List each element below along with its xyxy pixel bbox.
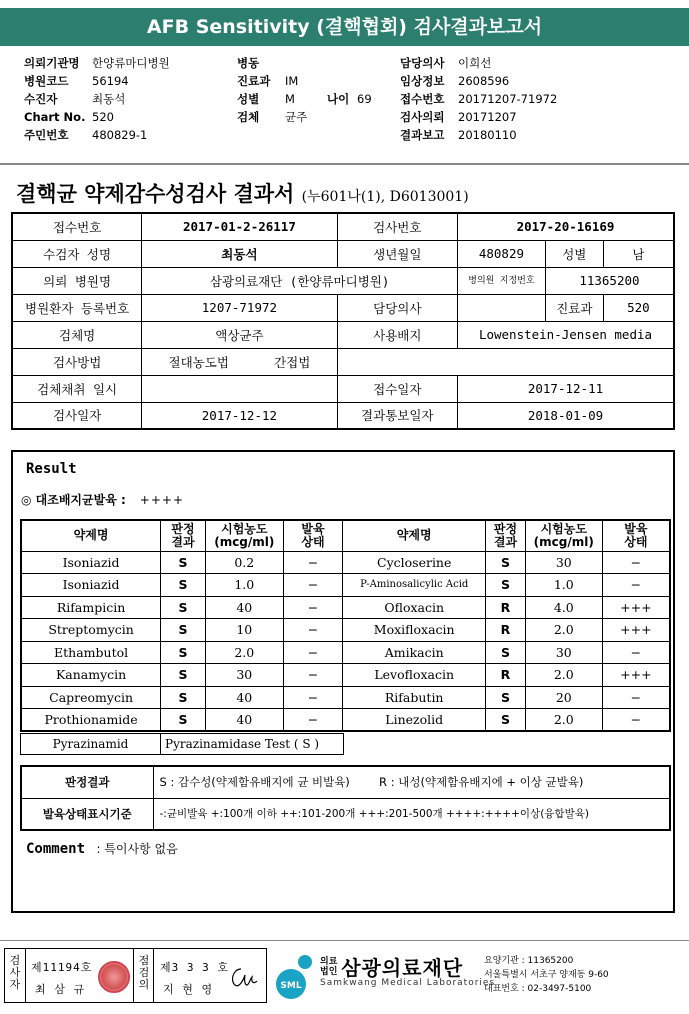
drug-name: Moxifloxacin bbox=[343, 619, 486, 642]
header-value: 20171207-71972 bbox=[458, 92, 558, 106]
growth-status: − bbox=[283, 551, 343, 574]
test-concentration: 20 bbox=[525, 686, 602, 709]
header-value: 최동석 bbox=[92, 92, 126, 106]
test-concentration: 4.0 bbox=[525, 596, 602, 619]
drug-name: Ethambutol bbox=[21, 641, 161, 664]
header-label: 진료과 bbox=[237, 74, 271, 88]
header-label: 담당의사 bbox=[400, 56, 445, 70]
drug-name: Capreomycin bbox=[21, 686, 161, 709]
drug-name: Prothionamide bbox=[21, 709, 161, 732]
info-label: 접수번호 bbox=[12, 213, 142, 240]
info-label: 검사번호 bbox=[337, 213, 457, 240]
info-label: 수검자 성명 bbox=[12, 240, 142, 267]
info-label: 결과통보일자 bbox=[337, 402, 457, 429]
info-label: 병원환자 등록번호 bbox=[12, 294, 142, 321]
drug-header-row bbox=[21, 520, 670, 551]
drug-name: P-Aminosalicylic Acid bbox=[343, 574, 486, 597]
header-value: M bbox=[285, 92, 295, 106]
drug-name: Isoniazid bbox=[21, 574, 161, 597]
doctor-value bbox=[457, 294, 545, 321]
growth-status: − bbox=[283, 596, 343, 619]
header-label: 수진자 bbox=[24, 92, 58, 106]
judge-result: S bbox=[486, 686, 526, 709]
judge-result: R bbox=[486, 664, 526, 687]
judge-result: S bbox=[161, 596, 206, 619]
org-english: Samkwang Medical Laboratories bbox=[320, 978, 496, 988]
reception-no: 2017-01-2-26117 bbox=[142, 213, 337, 240]
drug-name: Kanamycin bbox=[21, 664, 161, 687]
collect-value bbox=[142, 375, 337, 402]
received-date: 2017-12-11 bbox=[457, 375, 674, 402]
method-2: 간접법 bbox=[274, 354, 311, 370]
comment-text: : 특이사항 없음 bbox=[96, 842, 178, 856]
col-drug: 약제명 bbox=[21, 520, 161, 551]
judge-result: R bbox=[486, 619, 526, 642]
growth-status: − bbox=[602, 709, 670, 732]
header-label: 임상정보 bbox=[400, 74, 445, 88]
judge-result: R bbox=[486, 596, 526, 619]
test-concentration: 0.2 bbox=[205, 551, 283, 574]
registration-no: 1207-71972 bbox=[142, 294, 337, 321]
header-label: 결과보고 bbox=[400, 128, 445, 142]
drug-row bbox=[21, 596, 670, 619]
header-label: 병동 bbox=[237, 56, 260, 70]
drug-name: Streptomycin bbox=[21, 619, 161, 642]
test-concentration: 1.0 bbox=[525, 574, 602, 597]
pyrazinamid-row bbox=[20, 733, 344, 755]
drug-row bbox=[21, 619, 670, 642]
col-conc: 시험농도 (mcg/ml) bbox=[525, 520, 602, 551]
org-type: 의료 법인 bbox=[320, 956, 338, 977]
comment-label: Comment bbox=[26, 841, 86, 857]
test-concentration: 1.0 bbox=[205, 574, 283, 597]
header-value: 20180110 bbox=[458, 128, 517, 142]
notify-date: 2018-01-09 bbox=[457, 402, 674, 429]
info-label: 생년월일 bbox=[337, 240, 457, 267]
sml-logo-icon bbox=[272, 950, 318, 1002]
header-value: 520 bbox=[92, 110, 114, 124]
test-date: 2017-12-12 bbox=[142, 402, 337, 429]
org-block bbox=[320, 952, 496, 988]
drug-name: Isoniazid bbox=[21, 551, 161, 574]
info-label: 성별 bbox=[545, 240, 603, 267]
header-value: 56194 bbox=[92, 74, 129, 88]
drug-table bbox=[20, 519, 671, 732]
test-concentration: 2.0 bbox=[525, 709, 602, 732]
header-label: 의뢰기관명 bbox=[24, 56, 80, 70]
judge-result: S bbox=[486, 641, 526, 664]
drug-name: Linezolid bbox=[343, 709, 486, 732]
empty-cell bbox=[337, 348, 674, 375]
test-concentration: 30 bbox=[205, 664, 283, 687]
drug-name: Cycloserine bbox=[343, 551, 486, 574]
drug-name: Levofloxacin bbox=[343, 664, 486, 687]
signature-icon bbox=[227, 963, 261, 993]
dept-value: 520 bbox=[603, 294, 674, 321]
growth-status: − bbox=[602, 574, 670, 597]
form-code: (누601나(1), D6013001) bbox=[301, 189, 469, 205]
report-banner: AFB Sensitivity (결핵협회) 검사결과보고서 bbox=[0, 8, 689, 46]
designated-no: 11365200 bbox=[545, 267, 674, 294]
tester-no: 제11194호 bbox=[31, 961, 93, 974]
test-concentration: 2.0 bbox=[525, 664, 602, 687]
medium-value: Lowenstein-Jensen media bbox=[457, 321, 674, 348]
growth-status: − bbox=[283, 709, 343, 732]
growth-status: − bbox=[283, 619, 343, 642]
care-code: 요양기관 : 11365200 bbox=[484, 956, 574, 966]
age-value: 69 bbox=[357, 92, 372, 106]
growth-status: − bbox=[602, 551, 670, 574]
reviewer-no: 제3 3 3 호 bbox=[160, 961, 229, 974]
header-label: 성별 bbox=[237, 92, 260, 106]
header-label: 검사의뢰 bbox=[400, 110, 445, 124]
test-concentration: 30 bbox=[525, 641, 602, 664]
growth-status: +++ bbox=[602, 619, 670, 642]
col-growth: 발육 상태 bbox=[602, 520, 670, 551]
pyrazinamid-label: Pyrazinamid bbox=[21, 734, 161, 755]
col-judge: 판정 결과 bbox=[486, 520, 526, 551]
patient-name: 최동석 bbox=[142, 240, 337, 267]
judge-result: S bbox=[486, 709, 526, 732]
comment bbox=[26, 840, 178, 857]
col-growth: 발육 상태 bbox=[283, 520, 343, 551]
info-row bbox=[12, 213, 674, 240]
org-address bbox=[484, 954, 609, 996]
header-divider bbox=[0, 163, 689, 165]
org-name: 삼광의료재단 bbox=[341, 956, 464, 980]
legend-row bbox=[21, 798, 670, 830]
test-concentration: 40 bbox=[205, 686, 283, 709]
drug-name: Amikacin bbox=[343, 641, 486, 664]
test-concentration: 10 bbox=[205, 619, 283, 642]
patient-info-table bbox=[11, 212, 675, 430]
info-row bbox=[12, 240, 674, 267]
growth-status: − bbox=[283, 641, 343, 664]
drug-row bbox=[21, 709, 670, 732]
judge-result: S bbox=[161, 641, 206, 664]
col-conc: 시험농도 (mcg/ml) bbox=[205, 520, 283, 551]
result-section bbox=[11, 450, 675, 913]
specimen-value: 액상균주 bbox=[142, 321, 337, 348]
info-label: 담당의사 bbox=[337, 294, 457, 321]
pyrazinamid-test: Pyrazinamidase Test ( S ) bbox=[161, 734, 344, 755]
growth-status: − bbox=[602, 641, 670, 664]
judge-result: S bbox=[486, 574, 526, 597]
test-concentration: 30 bbox=[525, 551, 602, 574]
info-row bbox=[12, 294, 674, 321]
form-title-text: 결핵균 약제감수성검사 결과서 bbox=[16, 181, 295, 206]
header-value: 이희선 bbox=[458, 56, 492, 70]
header-label: 접수번호 bbox=[400, 92, 445, 106]
judge-result: S bbox=[161, 574, 206, 597]
drug-name: Rifampicin bbox=[21, 596, 161, 619]
test-concentration: 2.0 bbox=[525, 619, 602, 642]
legend-growth-label: 발육상태표시기준 bbox=[21, 798, 153, 830]
judge-result: S bbox=[161, 619, 206, 642]
sex-value: 남 bbox=[603, 240, 674, 267]
legend-row bbox=[21, 766, 670, 798]
header-col-1 bbox=[24, 54, 170, 144]
col-judge: 판정 결과 bbox=[161, 520, 206, 551]
header-value: 한양류마디병원 bbox=[92, 56, 170, 70]
phone-line: 대표번호 : 02-3497-5100 bbox=[484, 984, 592, 994]
drug-row bbox=[21, 641, 670, 664]
drug-row bbox=[21, 551, 670, 574]
drug-name: Rifabutin bbox=[343, 686, 486, 709]
legend-judge-label: 판정결과 bbox=[21, 766, 153, 798]
control-growth bbox=[21, 491, 184, 508]
signature-box bbox=[4, 948, 267, 1003]
address-line: 서울특별시 서초구 양재동 9-60 bbox=[484, 970, 609, 980]
tester-label: 검사자 bbox=[9, 954, 21, 991]
control-label: ◎ 대조배지균발육 : bbox=[21, 493, 126, 507]
judge-result: S bbox=[161, 709, 206, 732]
header-value: IM bbox=[285, 74, 299, 88]
info-label: 사용배지 bbox=[337, 321, 457, 348]
result-label: Result bbox=[26, 461, 77, 477]
header-col-2 bbox=[237, 54, 372, 126]
age-label: 나이 bbox=[327, 92, 350, 106]
test-concentration: 40 bbox=[205, 709, 283, 732]
reviewer-label: 점검의 bbox=[138, 954, 150, 991]
test-no: 2017-20-16169 bbox=[457, 213, 674, 240]
info-label: 검체채취 일시 bbox=[12, 375, 142, 402]
header-value: 20171207 bbox=[458, 110, 517, 124]
method-1: 절대농도법 bbox=[168, 354, 229, 370]
info-label: 검체명 bbox=[12, 321, 142, 348]
control-value: ++++ bbox=[139, 493, 184, 507]
info-label: 접수일자 bbox=[337, 375, 457, 402]
header-label: Chart No. bbox=[24, 110, 86, 124]
birth-date: 480829 bbox=[457, 240, 545, 267]
test-concentration: 2.0 bbox=[205, 641, 283, 664]
growth-status: − bbox=[602, 686, 670, 709]
hospital-name: 삼광의료재단 (한양류마디병원) bbox=[142, 267, 458, 294]
drug-row bbox=[21, 574, 670, 597]
info-label: 진료과 bbox=[545, 294, 603, 321]
header-col-3 bbox=[400, 54, 557, 144]
drug-row bbox=[21, 686, 670, 709]
info-label: 검사방법 bbox=[12, 348, 142, 375]
legend-judge-text: S : 감수성(약제함유배지에 균 비발육) R : 내성(약제함유배지에 + 이상 균발육) bbox=[153, 766, 670, 798]
header-value: 2608596 bbox=[458, 74, 510, 88]
drug-name: Ofloxacin bbox=[343, 596, 486, 619]
info-row bbox=[12, 402, 674, 429]
header-label: 병원코드 bbox=[24, 74, 69, 88]
info-label: 의뢰 병원명 bbox=[12, 267, 142, 294]
legend-table bbox=[20, 765, 671, 831]
logo-text: SML bbox=[280, 981, 302, 991]
judge-result: S bbox=[486, 551, 526, 574]
header-label: 검체 bbox=[237, 110, 260, 124]
method-value bbox=[142, 348, 337, 375]
info-row bbox=[12, 348, 674, 375]
drug-row bbox=[21, 664, 670, 687]
info-row bbox=[12, 321, 674, 348]
header-value: 480829-1 bbox=[92, 128, 148, 142]
header-label: 주민번호 bbox=[24, 128, 69, 142]
judge-result: S bbox=[161, 686, 206, 709]
form-title bbox=[16, 178, 469, 208]
col-drug: 약제명 bbox=[343, 520, 486, 551]
growth-status: +++ bbox=[602, 596, 670, 619]
info-row bbox=[12, 375, 674, 402]
reviewer-name: 지 현 영 bbox=[163, 983, 214, 996]
growth-status: − bbox=[283, 686, 343, 709]
legend-growth-text: -:균비발육 +:100개 이하 ++:101-200개 +++:201-500개 ++++:++++이상(융합발육) bbox=[153, 798, 670, 830]
info-label: 검사일자 bbox=[12, 402, 142, 429]
judge-result: S bbox=[161, 664, 206, 687]
test-concentration: 40 bbox=[205, 596, 283, 619]
judge-result: S bbox=[161, 551, 206, 574]
seal-stamp bbox=[98, 961, 130, 993]
growth-status: − bbox=[283, 664, 343, 687]
tester-name: 최 삼 규 bbox=[35, 983, 86, 996]
header-value: 균주 bbox=[285, 110, 308, 124]
info-row bbox=[12, 267, 674, 294]
growth-status: − bbox=[283, 574, 343, 597]
footer-divider bbox=[0, 940, 689, 941]
info-label: 병의원 지정번호 bbox=[457, 267, 545, 294]
growth-status: +++ bbox=[602, 664, 670, 687]
